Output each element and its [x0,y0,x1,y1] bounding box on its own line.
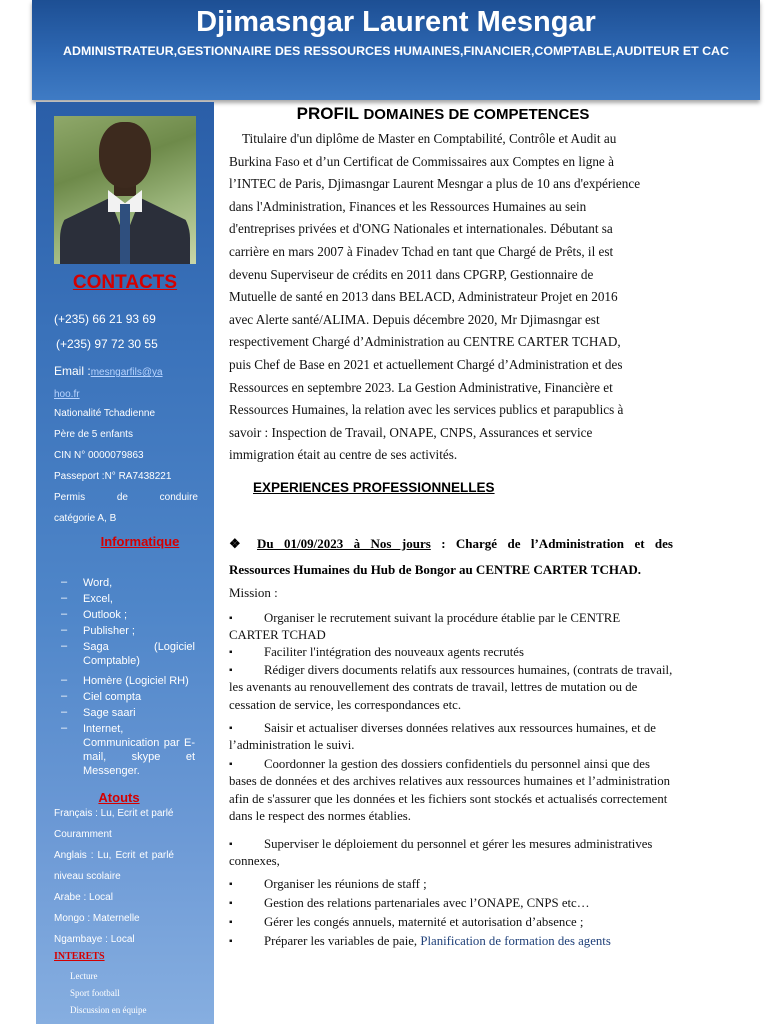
mission-bullet-text: Coordonner la gestion des dossiers confidentiels du personnel ainsi que des bases de données et des archives relatives aux ressources humaines et l’administration afin de s'assurer que les données et les fichiers sont stockés et actualisés correctement dans le respect des normes établies. [229,757,670,824]
job-date: Du 01/09/2023 à Nos jours [257,536,431,551]
mission-bullet [229,933,673,950]
square-bullet-icon: ▪ [229,839,233,850]
profil-line: immigration était au centre de ses activités. [229,447,458,463]
profil-line: devenu Superviseur de crédits en 2011 dans CPGRP, Gestionnaire de [229,266,594,282]
informatique-dash: – [61,576,68,588]
nationality: Nationalité Tchadienne [54,408,156,419]
mission-bullet-text: Superviser le déploiement du personnel et gérer les mesures administratives connexes, [229,837,653,869]
mission-bullet [229,610,673,645]
profil-word: PROFIL [296,104,360,123]
profil-line: savoir : Inspection de Travail, ONAPE, CNPS, Assurances et service [229,424,593,440]
profil-line: Ressources en septembre 2023. La Gestion Administrative, Financière et [229,379,613,395]
mission-bullet-text: Organiser les réunions de staff ; [264,877,427,891]
profil-line: avec Alerte santé/ALIMA. Depuis décembre 2020, Mr Djimasngar est [229,311,600,327]
informatique-dash: – [61,722,68,734]
contacts-title: CONTACTS [72,272,178,293]
email-link-part2[interactable]: hoo.fr [54,389,80,400]
profil-line: dans l'Administration, Finances et les Ressources Humaines au sein [229,198,587,214]
email-line [54,364,163,378]
informatique-item: Saga (Logiciel Comptable) [83,641,195,667]
mission-bullet [229,876,673,893]
informatique-dash: – [61,690,68,702]
informatique-item: Publisher ; [83,625,135,637]
candidate-titles: ADMINISTRATEUR,GESTIONNAIRE DES RESSOURCES HUMAINES,FINANCIER,COMPTABLE,AUDITEUR ET CAC [63,44,729,58]
mission-bullet [229,836,673,871]
job-title-line2: Ressources Humaines du Hub de Bongor au CENTRE CARTER TCHAD [229,562,638,577]
job-title-line1: : Chargé de l’Administration et des [441,536,673,551]
mission-bullet-text: Saisir et actualiser diverses données relatives aux ressources humaines, et de l’administration le suivi. [229,721,656,753]
mission-bullet [229,895,673,912]
profil-subheading: DOMAINES DE COMPETENCES [363,106,590,123]
atout-item: Français : Lu, Ecrit et parlé [54,808,174,819]
mission-bullet [229,662,673,714]
informatique-item: Ciel compta [83,691,142,703]
profil-line: Burkina Faso et d’un Certificat de Commissaires aux Comptes en ligne à [229,153,614,169]
diamond-bullet-icon: ❖ [229,536,241,551]
profil-line: Mutuelle de santé en 2013 dans BELACD, Administrateur Projet en 2016 [229,289,618,305]
mission-bullet-text: Rédiger divers documents relatifs aux ressources humaines, (contrats de travail, les avenants au renouvellement des contrats de travail, lettres de mutation ou de cessation de service, les correspondances etc. [229,663,673,712]
phone-1: (+235) 66 21 93 69 [54,312,156,326]
atout-item: Couramment [54,829,112,840]
mission-bullet-text: Gestion des relations partenariales avec l’ONAPE, CNPS etc… [264,896,590,910]
square-bullet-icon: ▪ [229,647,233,658]
sidebar [36,102,214,1024]
profil-line: l’INTEC de Paris, Djimasngar Laurent Mesngar a plus de 10 ans d'expérience [229,176,641,192]
square-bullet-icon: ▪ [229,917,233,928]
profil-heading [229,104,657,124]
atout-item: Mongo : Maternelle [54,913,140,924]
children: Père de 5 enfants [54,429,133,440]
atout-item: niveau scolaire [54,871,121,882]
atout-item: Arabe : Local [54,892,113,903]
email-label: Email : [54,364,91,378]
square-bullet-icon: ▪ [229,879,233,890]
mission-bullet-text: Organiser le recrutement suivant la procédure établie par le CENTRE CARTER TCHAD [229,611,621,643]
interet-item: Sport football [70,988,120,998]
phone-2: (+235) 97 72 30 55 [56,337,158,351]
mission-bullet [229,644,673,661]
square-bullet-icon: ▪ [229,759,233,770]
mission-bullet-highlight: Planification de formation des agents [417,934,611,948]
informatique-item: Homère (Logiciel RH) [83,675,189,687]
license-line-1: Permis de conduire [54,492,198,503]
informatique-dash: – [61,592,68,604]
square-bullet-icon: ▪ [229,898,233,909]
informatique-item: Excel, [83,593,113,605]
informatique-dash: – [61,624,68,636]
informatique-dash: – [61,706,68,718]
square-bullet-icon: ▪ [229,613,233,624]
experiences-heading: EXPERIENCES PROFESSIONNELLES [253,480,495,495]
passport-number: Passeport :N° RA7438221 [54,471,172,482]
mission-bullet [229,720,673,755]
profil-line: respectivement Chargé d’Administration au CENTRE CARTER TCHAD, [229,334,621,350]
square-bullet-icon: ▪ [229,723,233,734]
square-bullet-icon: ▪ [229,936,233,947]
atouts-title: Atouts [98,790,140,805]
interet-item: Lecture [70,971,98,981]
informatique-dash: – [61,640,68,652]
candidate-name: Djimasngar Laurent Mesngar [196,6,596,38]
profil-line: carrière en mars 2007 à Finadev Tchad en tant que Chargé de Prêts, il est [229,244,614,259]
informatique-title: Informatique [100,534,180,549]
profil-line: Titulaire d'un diplôme de Master en Comptabilité, Contrôle et Audit au [229,131,617,146]
interet-item: Discussion en équipe [70,1005,147,1015]
job-heading: ❖ Du 01/09/2023 à Nos jours : Chargé de l’Administration et des Ressources Humaines du Hub de Bongor au CENTRE CARTER TCHAD. [229,531,673,583]
mission-bullet-text: Préparer les variables de paie, Planification de formation des agents [264,934,611,948]
license-line-2: catégorie A, B [54,513,117,524]
informatique-item: Outlook ; [83,609,128,621]
interets-title: INTERETS [54,951,105,962]
profil-line: Ressources Humaines, la relation avec les services publics et parapublics à [229,402,624,418]
mission-bullet [229,756,673,826]
mission-bullet-text: Gérer les congés annuels, maternité et autorisation d’absence ; [264,915,584,929]
profile-photo [54,116,196,264]
mission-label: Mission : [229,585,278,600]
cin-number: CIN N° 0000079863 [54,450,144,461]
atout-item: Anglais : Lu, Ecrit et parlé [54,850,174,861]
informatique-item: Sage saari [83,707,136,719]
atout-item: Ngambaye : Local [54,934,135,945]
informatique-item: Internet, Communication par E-mail, skype et Messenger. [83,723,195,777]
header-banner [32,0,760,100]
informatique-dash: – [61,608,68,620]
informatique-item: Word, [83,577,113,589]
informatique-dash: – [61,674,68,686]
square-bullet-icon: ▪ [229,665,233,676]
profil-line: puis Chef de Base en 2021 et actuellement Chargé d’Administration et des [229,357,623,372]
email-link-part1[interactable]: mesngarfils@ya [90,367,163,378]
profil-line: d'entreprises privées et d'ONG Nationales et internationales. Débutant sa [229,221,613,237]
mission-bullet-text: Faciliter l'intégration des nouveaux agents recrutés [264,645,524,659]
mission-bullet [229,914,673,931]
